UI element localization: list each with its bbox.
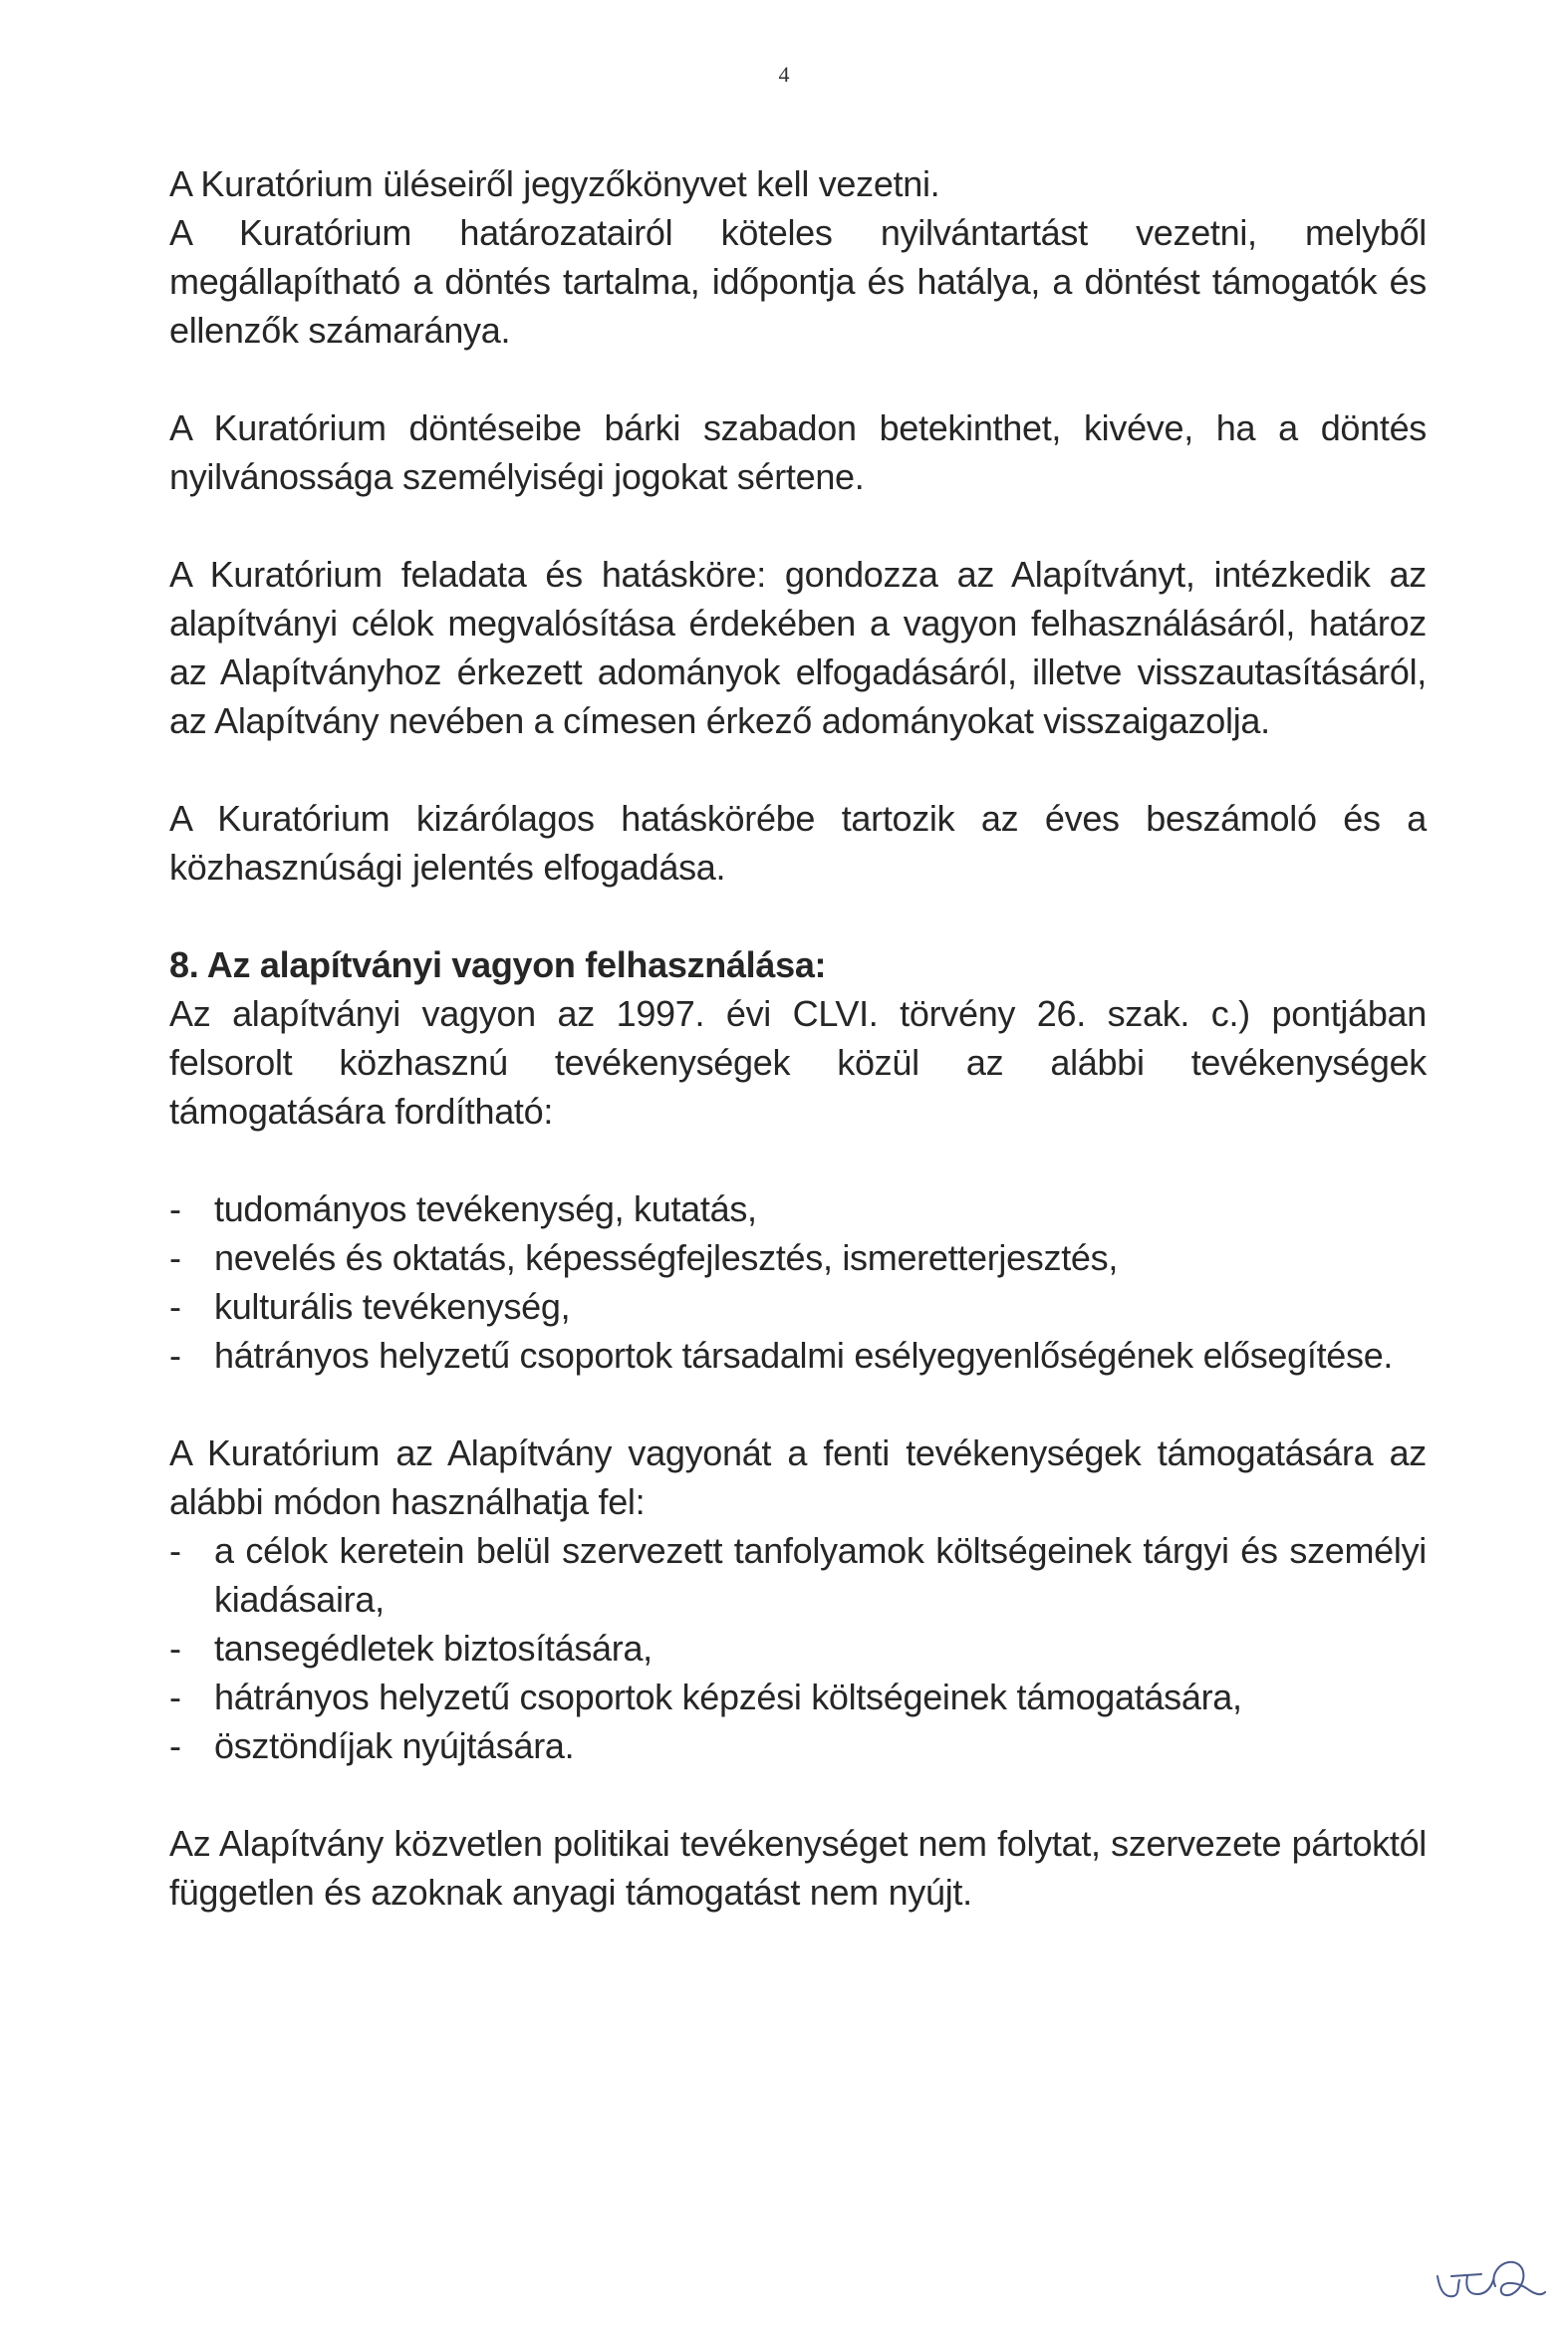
list-dash: - bbox=[169, 1628, 181, 1669]
list-dash: - bbox=[169, 1677, 181, 1717]
list-dash: - bbox=[169, 1725, 181, 1766]
list-item: - tudományos tevékenység, kutatás, bbox=[169, 1184, 1427, 1233]
list-dash: - bbox=[169, 1188, 181, 1229]
paragraph-resolutions-register: A Kuratórium határozatairól köteles nyilvántartást vezetni, melyből megállapítható a döntés tartalma, időpontja és hatálya, a döntést támogatók és ellenzők számaránya. bbox=[169, 212, 1427, 351]
paragraph-exclusive-powers: A Kuratórium kizárólagos hatáskörébe tartozik az éves beszámoló és a közhasznúsági jelentés elfogadása. bbox=[169, 798, 1427, 888]
page-number: 4 bbox=[778, 62, 790, 87]
paragraph-access-to-decisions: A Kuratórium döntéseibe bárki szabadon betekinthet, kivéve, ha a döntés nyilvánossága személyiségi jogokat sértene. bbox=[169, 407, 1427, 497]
paragraph-duties-and-powers: A Kuratórium feladata és hatásköre: gondozza az Alapítványt, intézkedik az alapítványi célok megvalósítása érdekében a vagyon felhasználásáról, határoz az Alapítványhoz érkezett adományok elfogadásáról, illetve visszautasításáról, az Alapítvány nevében a címesen érkező adományokat visszaigazolja. bbox=[169, 554, 1427, 741]
usage-methods-list bbox=[169, 1526, 1427, 1770]
list-item: - a célok keretein belül szervezett tanfolyamok költségeinek tárgyi és személyi kiadásaira, bbox=[169, 1526, 1427, 1624]
document-body bbox=[169, 159, 1427, 1965]
list-dash: - bbox=[169, 1286, 181, 1327]
activities-list bbox=[169, 1184, 1427, 1380]
section-8-heading: 8. Az alapítványi vagyon felhasználása: bbox=[169, 944, 827, 985]
paragraph-political-neutrality: Az Alapítvány közvetlen politikai tevékenységet nem folytat, szervezete pártoktól független és azoknak anyagi támogatást nem nyújt. bbox=[169, 1823, 1427, 1913]
handwritten-initials bbox=[1430, 2246, 1549, 2306]
list-dash: - bbox=[169, 1530, 181, 1571]
list-item: - tansegédletek biztosítására, bbox=[169, 1624, 1427, 1673]
list-item: - kulturális tevékenység, bbox=[169, 1282, 1427, 1331]
list-dash: - bbox=[169, 1237, 181, 1278]
list-item: - hátrányos helyzetű csoportok társadalmi esélyegyenlőségének elősegítése. bbox=[169, 1331, 1427, 1380]
list-item: - ösztöndíjak nyújtására. bbox=[169, 1721, 1427, 1770]
list-dash: - bbox=[169, 1335, 181, 1376]
list-item: - nevelés és oktatás, képességfejlesztés, ismeretterjesztés, bbox=[169, 1233, 1427, 1282]
list-item: - hátrányos helyzetű csoportok képzési költségeinek támogatására, bbox=[169, 1673, 1427, 1721]
paragraph-usage-methods-intro: A Kuratórium az Alapítvány vagyonát a fenti tevékenységek támogatására az alábbi módon használhatja fel: bbox=[169, 1432, 1427, 1522]
paragraph-minutes: A Kuratórium üléseiről jegyzőkönyvet kell vezetni. bbox=[169, 163, 940, 204]
paragraph-asset-usage-intro: Az alapítványi vagyon az 1997. évi CLVI. törvény 26. szak. c.) pontjában felsorolt közhasznú tevékenységek közül az alábbi tevékenységek támogatására fordítható: bbox=[169, 993, 1427, 1132]
